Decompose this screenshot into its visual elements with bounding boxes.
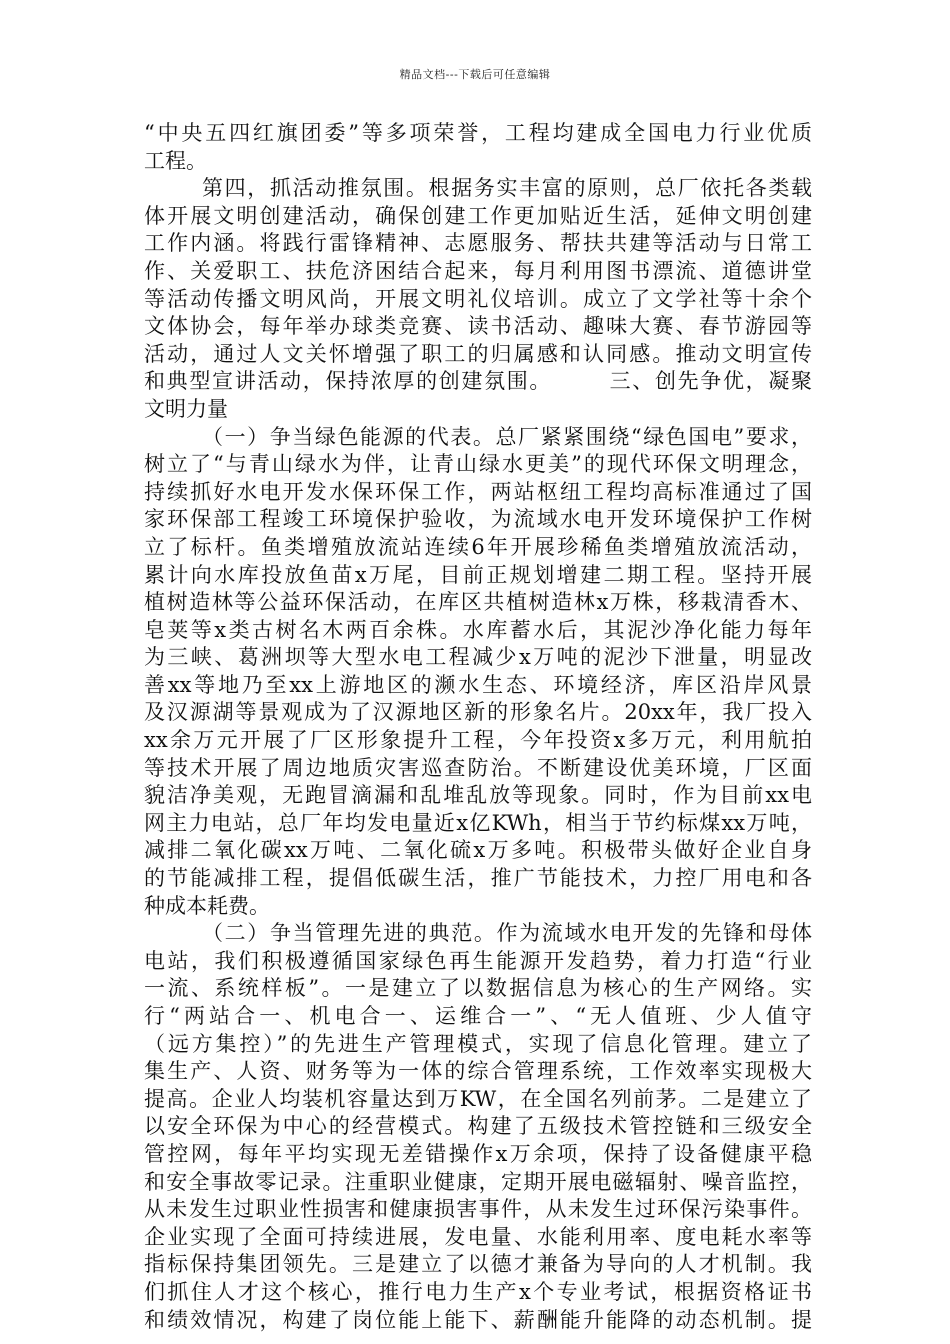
document-body [144, 120, 812, 1334]
text-line: 工作内涵。将践行雷锋精神、志愿服务、帮扶共建等活动与日常工 [144, 231, 812, 256]
paragraph-start-line: 第四，抓活动推氛围。根据务实丰富的原则，总厂依托各类载 [202, 176, 812, 201]
text-line: 和绩效情况，构建了岗位能上能下、薪酬能升能降的动态机制。提 [144, 1307, 812, 1332]
text-line: 以安全环保为中心的经营模式。构建了五级技术管控链和三级安全 [144, 1114, 812, 1139]
text-line: 体开展文明创建活动，确保创建工作更加贴近生活，延伸文明创建 [144, 203, 812, 228]
text-line: 指标保持集团领先。三是建立了以德才兼备为导向的人才机制。我 [144, 1252, 812, 1277]
text-line: 种成本耗费。 [144, 893, 270, 918]
text-line: （远方集控）”的先进生产管理模式，实现了信息化管理。建立了 [144, 1031, 812, 1056]
text-line: 集生产、人资、财务等为一体的综合管理系统，工作效率实现极大 [144, 1059, 812, 1084]
text-line: 为三峡、葛洲坝等大型水电工程减少x万吨的泥沙下泄量，明显改 [144, 645, 812, 670]
text-line: 活动，通过人文关怀增强了职工的归属感和认同感。推动文明宣传 [144, 341, 812, 366]
page-header: 精品文档---下载后可任意编辑 [399, 68, 551, 81]
text-line: 一流、系统样板”。一是建立了以数据信息为核心的生产网络。实 [144, 976, 812, 1001]
text-line: 持续抓好水电开发水保环保工作，两站枢纽工程均高标准通过了国 [144, 479, 812, 504]
text-line: 貌洁净美观，无跑冒滴漏和乱堆乱放等现象。同时，作为目前xx电 [144, 783, 812, 808]
text-line: 作、关爱职工、扶危济困结合起来，每月利用图书漂流、道德讲堂 [144, 258, 812, 283]
text-line: 文体协会，每年举办球类竞赛、读书活动、趣味大赛、春节游园等 [144, 314, 812, 339]
text-line: 树立了“与青山绿水为伴，让青山绿水更美”的现代环保文明理念， [144, 452, 812, 477]
text-line: xx余万元开展了厂区形象提升工程，今年投资x多万元，利用航拍 [144, 728, 812, 753]
paragraph-start-line: （一）争当绿色能源的代表。总厂紧紧围绕“绿色国电”要求， [202, 424, 812, 449]
text-line: 的节能减排工程，提倡低碳生活，推广节能技术，力控厂用电和各 [144, 866, 812, 891]
text-line: 们抓住人才这个核心，推行电力生产x个专业考试，根据资格证书 [144, 1279, 812, 1304]
text-line: 家环保部工程竣工环境保护验收，为流域水电开发环境保护工作树 [144, 507, 812, 532]
text-line: 提高。企业人均装机容量达到万KW，在全国名列前茅。二是建立了 [144, 1086, 812, 1111]
text-line: 企业实现了全面可持续进展，发电量、水能利用率、度电耗水率等 [144, 1224, 812, 1249]
text-line: 累计向水库投放鱼苗x万尾，目前正规划增建二期工程。坚持开展 [144, 562, 812, 587]
text-line: 立了标杆。鱼类增殖放流站连续6年开展珍稀鱼类增殖放流活动， [144, 534, 812, 559]
text-line: 和安全事故零记录。注重职业健康，定期开展电磁辐射、噪音监控， [144, 1169, 812, 1194]
text-line: 及汉源湖等景观成为了汉源地区新的形象名片。20xx年，我厂投入 [144, 700, 812, 725]
text-line: 工程。 [144, 148, 207, 173]
text-line: 电站，我们积极遵循国家绿色再生能源开发趋势，着力打造“行业 [144, 948, 812, 973]
text-line: 等活动传播文明风尚，开展文明礼仪培训。成立了文学社等十余个 [144, 286, 812, 311]
text-line: 行“两站合一、机电合一、运维合一”、“无人值班、少人值守 [144, 1004, 812, 1028]
text-line: “中央五四红旗团委”等多项荣誉，工程均建成全国电力行业优质 [144, 121, 812, 145]
text-line: 善xx等地乃至xx上游地区的濒水生态、环境经济，库区沿岸风景 [144, 672, 812, 697]
section-heading-line: 文明力量 [144, 396, 228, 421]
text-line: 管控网，每年平均实现无差错操作x万余项，保持了设备健康平稳 [144, 1141, 812, 1166]
text-line: 和典型宣讲活动，保持浓厚的创建氛围。 三、创先争优，凝聚 [144, 369, 812, 394]
paragraph-start-line: （二）争当管理先进的典范。作为流域水电开发的先锋和母体 [202, 921, 812, 946]
text-line: 减排二氧化碳xx万吨、二氧化硫x万多吨。积极带头做好企业自身 [144, 838, 812, 863]
text-line: 网主力电站，总厂年均发电量近x亿KWh，相当于节约标煤xx万吨， [144, 810, 812, 835]
text-line: 等技术开展了周边地质灾害巡查防治。不断建设优美环境，厂区面 [144, 755, 812, 780]
text-line: 从未发生过职业性损害和健康损害事件，从未发生过环保污染事件。 [144, 1197, 812, 1222]
text-line: 植树造林等公益环保活动，在库区共植树造林x万株，移栽清香木、 [144, 590, 812, 615]
text-line: 皂荚等x类古树名木两百余株。水库蓄水后，其泥沙净化能力每年 [144, 617, 812, 642]
